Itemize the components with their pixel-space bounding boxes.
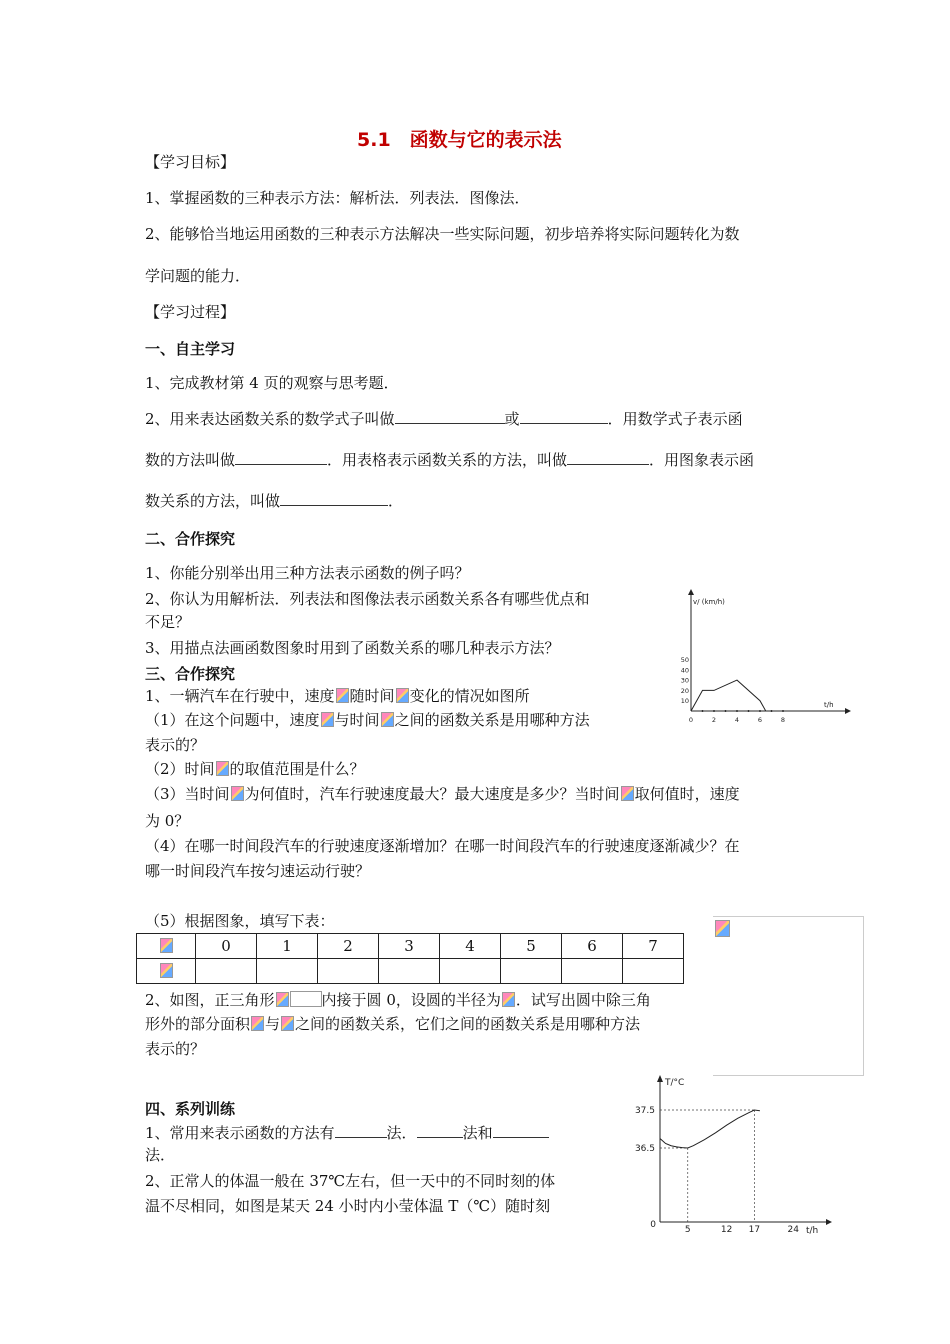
s3-para-4-cont: 为 0？ bbox=[145, 812, 190, 830]
s3-para-3: （2）时间 的取值范围是什么？ bbox=[145, 760, 365, 778]
goal-item-2-cont: 学问题的能力． bbox=[145, 267, 251, 285]
fill-blank[interactable] bbox=[567, 450, 649, 465]
table-cell[interactable] bbox=[196, 959, 257, 984]
placeholder-image bbox=[281, 1016, 294, 1031]
placeholder-image bbox=[336, 688, 349, 703]
s3-para-5-cont: 哪一时间段汽车按匀速运动行驶？ bbox=[145, 862, 371, 880]
s4-question-1-cont: 法． bbox=[145, 1146, 176, 1164]
placeholder-image bbox=[621, 786, 634, 801]
s4-question-2: 2、正常人的体温一般在 37℃左右，但一天中的不同时刻的体 bbox=[145, 1172, 556, 1190]
s4-question-2-cont: 温不尽相同，如图是某天 24 小时内小莹体温 T（℃）随时刻 bbox=[145, 1197, 551, 1215]
table-cell[interactable] bbox=[379, 959, 440, 984]
fill-blank[interactable] bbox=[395, 409, 505, 424]
x-tick-dot bbox=[748, 710, 750, 712]
y-tick-label: 30 bbox=[680, 676, 689, 685]
process-header: 【学习过程】 bbox=[145, 303, 236, 321]
s1-question-2-line3: 数关系的方法，叫做 ． bbox=[145, 492, 404, 510]
s3-para-1: 1、一辆汽车在行驶中，速度 随时间 变化的情况如图所 bbox=[145, 687, 530, 705]
y-axis-label: T/°C bbox=[665, 1078, 685, 1088]
x-tick-label: 12 bbox=[720, 1225, 733, 1235]
y-axis-arrow bbox=[688, 589, 694, 595]
section-heading-2: 二、合作探究 bbox=[145, 530, 236, 548]
s1-question-1: 1、完成教材第 4 页的观察与思考题． bbox=[145, 374, 399, 392]
placeholder-image bbox=[160, 963, 173, 978]
x-tick-label: 0 bbox=[688, 716, 694, 724]
table-cell[interactable] bbox=[257, 959, 318, 984]
placeholder-image bbox=[715, 920, 730, 937]
s3-para-2-cont: 表示的？ bbox=[145, 736, 206, 754]
section-heading-1: 一、自主学习 bbox=[145, 340, 236, 358]
x-tick-dot bbox=[713, 710, 715, 712]
x-tick-dot bbox=[771, 710, 773, 712]
x-axis-label: t/h bbox=[824, 701, 834, 709]
fill-blank[interactable] bbox=[493, 1123, 549, 1138]
goal-item-2: 2、能够恰当地运用函数的三种表示方法解决一些实际问题，初步培养将实际问题转化为数 bbox=[145, 225, 740, 243]
s3-para-7-line2: 形外的部分面积 与 之间的函数关系，它们之间的函数关系是用哪种方法 bbox=[145, 1015, 641, 1033]
x-tick-dot bbox=[782, 710, 784, 712]
table-cell: 5 bbox=[501, 934, 562, 959]
s1-question-2-line2: 数的方法叫做 ．用表格表示函数关系的方法，叫做 ．用图象表示函 bbox=[145, 451, 755, 469]
s3-para-2: （1）在这个问题中，速度 与时间 之间的函数关系是用哪种方法 bbox=[145, 711, 590, 729]
y-tick-label: 10 bbox=[680, 697, 689, 706]
y-tick-label: 20 bbox=[680, 686, 689, 695]
x-tick-dot bbox=[702, 710, 704, 712]
x-tick-label: 6 bbox=[757, 716, 763, 724]
x-tick-label: 4 bbox=[734, 716, 740, 724]
speed-series-line bbox=[691, 680, 766, 711]
table-row bbox=[137, 959, 684, 984]
placeholder-image bbox=[502, 992, 515, 1007]
s2-question-1: 1、你能分别举出用三种方法表示函数的例子吗？ bbox=[145, 564, 470, 582]
s2-question-3: 3、用描点法画函数图象时用到了函数关系的哪几种表示方法？ bbox=[145, 639, 560, 657]
s3-para-7: 2、如图，正三角形 内接于圆 0，设圆的半径为 ．试写出圆中除三角 bbox=[145, 991, 651, 1009]
placeholder-image bbox=[160, 938, 173, 953]
y-tick-label: 36.5 bbox=[634, 1144, 655, 1154]
s2-question-2: 2、你认为用解析法．列表法和图像法表示函数关系各有哪些优点和 bbox=[145, 590, 590, 608]
fill-table bbox=[136, 933, 684, 984]
page-title: 5.1 函数与它的表示法 bbox=[357, 129, 562, 151]
table-cell: 1 bbox=[257, 934, 318, 959]
fill-blank[interactable] bbox=[417, 1123, 463, 1138]
x-tick-label: 2 bbox=[711, 716, 717, 724]
s4-question-1: 1、常用来表示函数的方法有 法． 法和 bbox=[145, 1123, 549, 1143]
table-cell[interactable] bbox=[501, 959, 562, 984]
x-axis-label: t/h bbox=[806, 1226, 819, 1236]
table-cell[interactable] bbox=[318, 959, 379, 984]
table-cell: 2 bbox=[318, 934, 379, 959]
s3-para-6: （5）根据图象，填写下表： bbox=[145, 912, 335, 930]
origin-label: 0 bbox=[650, 1220, 656, 1230]
placeholder-image bbox=[321, 712, 334, 727]
x-tick-dot bbox=[725, 710, 727, 712]
placeholder-box bbox=[290, 991, 322, 1007]
table-cell[interactable] bbox=[562, 959, 623, 984]
table-cell: 4 bbox=[440, 934, 501, 959]
s2-question-2-cont: 不足？ bbox=[145, 613, 191, 631]
placeholder-image bbox=[276, 992, 289, 1007]
y-axis-label: v/ (km/h) bbox=[693, 598, 725, 606]
y-tick-label: 37.5 bbox=[634, 1106, 655, 1116]
table-cell[interactable] bbox=[440, 959, 501, 984]
table-cell bbox=[137, 959, 196, 984]
y-tick-label: 50 bbox=[680, 656, 689, 664]
x-tick-label: 5 bbox=[684, 1225, 691, 1235]
s3-para-7-cont: 表示的？ bbox=[145, 1040, 206, 1058]
temperature-series-line bbox=[660, 1110, 760, 1148]
table-row bbox=[137, 934, 684, 959]
x-tick-label: 8 bbox=[780, 716, 786, 724]
x-axis-arrow bbox=[826, 1219, 832, 1225]
placeholder-image bbox=[381, 712, 394, 727]
section-heading-4: 四、系列训练 bbox=[145, 1100, 236, 1118]
x-tick-label: 24 bbox=[787, 1225, 799, 1235]
table-cell: 0 bbox=[196, 934, 257, 959]
temperature-time-chart bbox=[610, 1072, 835, 1240]
x-tick-dot bbox=[736, 710, 738, 712]
fill-blank[interactable] bbox=[235, 450, 327, 465]
x-axis-arrow bbox=[845, 708, 851, 714]
s3-para-5: （4）在哪一时间段汽车的行驶速度逐渐增加？在哪一时间段汽车的行驶速度逐渐减少？在 bbox=[145, 837, 740, 855]
table-cell[interactable] bbox=[623, 959, 684, 984]
section-heading-3: 三、合作探究 bbox=[145, 665, 236, 683]
y-axis-arrow bbox=[657, 1075, 663, 1082]
s3-para-4: （3）当时间 为何值时，汽车行驶速度最大？最大速度是多少？当时间 取何值时，速度 bbox=[145, 785, 740, 803]
fill-blank[interactable] bbox=[280, 491, 388, 506]
speed-time-chart bbox=[670, 585, 855, 730]
s1-question-2-line1: 2、用来表达函数关系的数学式子叫做 或 ．用数学式子表示函 bbox=[145, 410, 743, 428]
fill-blank[interactable] bbox=[520, 409, 608, 424]
placeholder-image bbox=[251, 1016, 264, 1031]
placeholder-image bbox=[216, 761, 229, 776]
table-cell: 6 bbox=[562, 934, 623, 959]
figure-frame bbox=[713, 916, 864, 1076]
placeholder-image bbox=[396, 688, 409, 703]
table-cell: 7 bbox=[623, 934, 684, 959]
placeholder-image bbox=[231, 786, 244, 801]
x-tick-dot bbox=[759, 710, 761, 712]
fill-blank[interactable] bbox=[335, 1123, 387, 1138]
x-tick-label: 17 bbox=[748, 1225, 761, 1235]
y-tick-label: 40 bbox=[680, 666, 689, 675]
goal-item-1: 1、掌握函数的三种表示方法：解析法．列表法．图像法． bbox=[145, 189, 530, 207]
goals-header: 【学习目标】 bbox=[145, 153, 236, 171]
table-cell bbox=[137, 934, 196, 959]
table-cell: 3 bbox=[379, 934, 440, 959]
